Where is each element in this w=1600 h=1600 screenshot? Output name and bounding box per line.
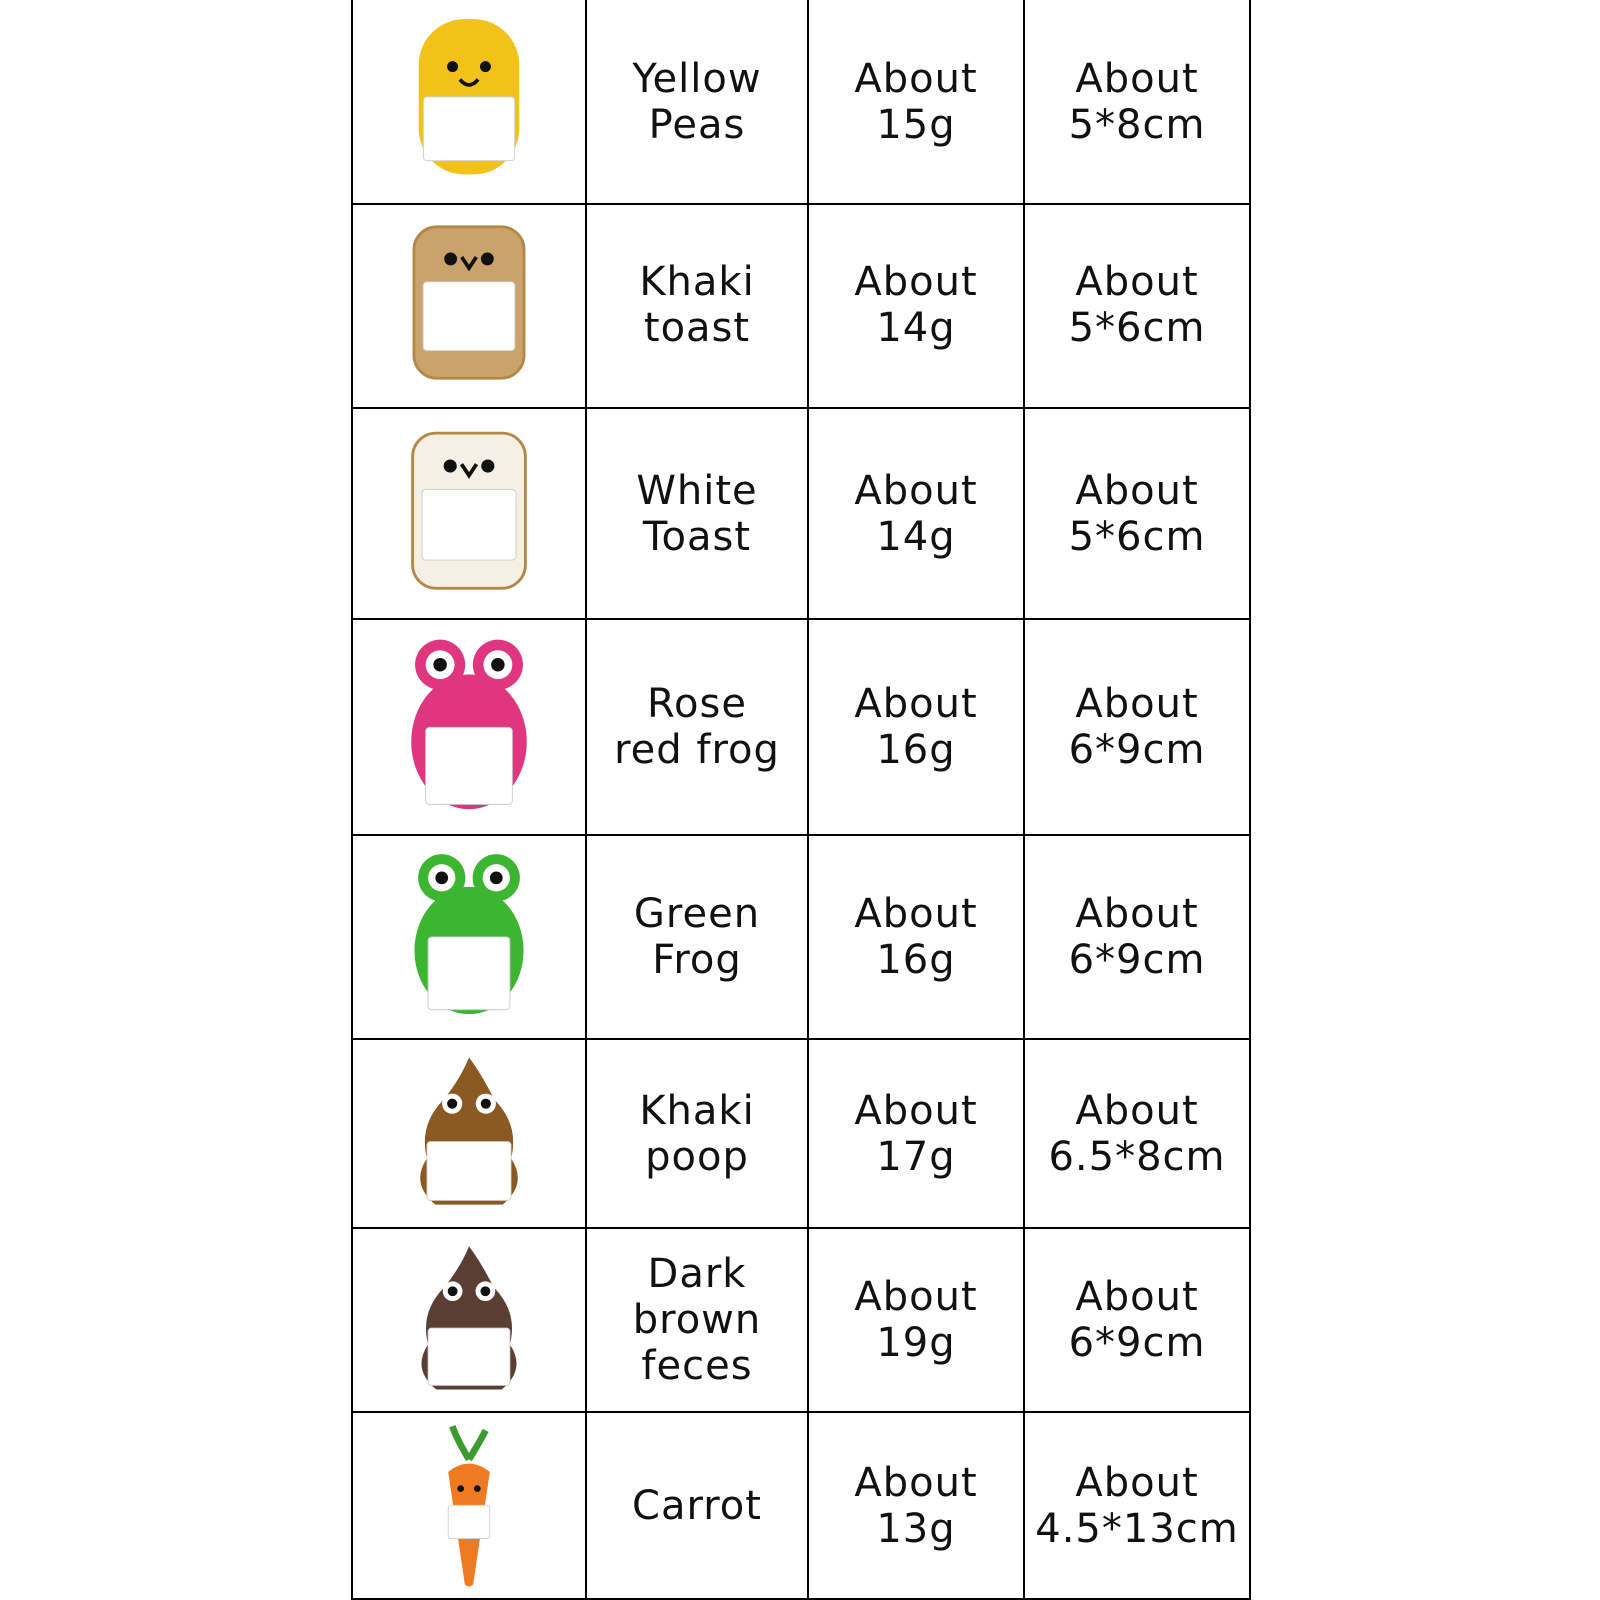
product-weight-cell <box>809 620 1025 836</box>
product-weight-cell <box>809 1229 1025 1413</box>
table-row <box>351 1229 1251 1413</box>
product-size-cell <box>1025 1413 1251 1600</box>
product-image-cell <box>351 1229 587 1413</box>
product-weight: About 19g <box>854 1274 978 1366</box>
product-name-cell <box>587 1229 809 1413</box>
product-image-cell <box>351 1040 587 1229</box>
product-size-cell <box>1025 203 1251 409</box>
table-row <box>351 0 1251 205</box>
product-name-cell <box>587 409 809 620</box>
product-image-cell <box>351 1413 587 1600</box>
product-name-cell <box>587 620 809 836</box>
product-name: White Toast <box>636 467 758 560</box>
product-name-cell <box>587 1413 809 1600</box>
product-name: Rose red frog <box>614 681 780 773</box>
product-size: About 6*9cm <box>1068 1274 1206 1366</box>
product-image-cell <box>351 0 587 205</box>
table-row <box>351 620 1251 836</box>
product-name-cell <box>587 836 809 1040</box>
table-row <box>351 1413 1251 1600</box>
product-image-cell <box>351 203 587 409</box>
product-image-cell <box>351 620 587 836</box>
product-weight: About 16g <box>854 681 978 773</box>
product-image <box>389 1422 549 1589</box>
product-name-cell <box>587 203 809 409</box>
product-size-cell <box>1025 1040 1251 1229</box>
product-weight-cell <box>809 409 1025 620</box>
product-weight: About 16g <box>854 891 978 983</box>
product-image-cell <box>351 836 587 1040</box>
table-row <box>351 836 1251 1040</box>
product-image <box>389 10 549 193</box>
product-image <box>389 631 549 824</box>
product-size-cell <box>1025 0 1251 205</box>
product-size-cell <box>1025 409 1251 620</box>
product-size-cell <box>1025 620 1251 836</box>
product-image <box>389 213 549 397</box>
product-image <box>389 419 549 607</box>
product-name: Khaki poop <box>639 1087 755 1180</box>
product-weight-cell <box>809 1040 1025 1229</box>
product-weight: About 17g <box>854 1087 978 1180</box>
product-name: Green Frog <box>633 891 761 983</box>
product-image <box>389 1049 549 1217</box>
product-size: About 4.5*13cm <box>1035 1459 1239 1552</box>
product-size: About 5*6cm <box>1068 259 1206 351</box>
product-weight: About 14g <box>854 467 978 560</box>
product-size-cell <box>1025 1229 1251 1413</box>
product-image-cell <box>351 409 587 620</box>
product-size-cell <box>1025 836 1251 1040</box>
product-weight-cell <box>809 836 1025 1040</box>
table-row <box>351 1040 1251 1229</box>
product-weight-cell <box>809 0 1025 205</box>
product-size: About 5*8cm <box>1068 55 1206 148</box>
product-weight: About 13g <box>854 1459 978 1552</box>
product-size: About 6*9cm <box>1068 891 1206 983</box>
product-name: Yellow Peas <box>632 55 762 148</box>
product-size: About 5*6cm <box>1068 467 1206 560</box>
product-name-cell <box>587 1040 809 1229</box>
product-weight: About 15g <box>854 55 978 148</box>
product-weight-cell <box>809 1413 1025 1600</box>
product-name-cell <box>587 0 809 205</box>
product-image <box>389 1238 549 1402</box>
product-weight: About 14g <box>854 259 978 351</box>
product-size: About 6*9cm <box>1068 681 1206 773</box>
product-spec-table <box>351 0 1253 1600</box>
product-name: Khaki toast <box>639 259 755 351</box>
product-name: Carrot <box>632 1482 762 1529</box>
table-row <box>351 409 1251 620</box>
product-weight-cell <box>809 203 1025 409</box>
table-row <box>351 203 1251 409</box>
product-image <box>389 846 549 1028</box>
product-size: About 6.5*8cm <box>1048 1087 1226 1180</box>
product-name: Dark brown feces <box>632 1251 762 1389</box>
